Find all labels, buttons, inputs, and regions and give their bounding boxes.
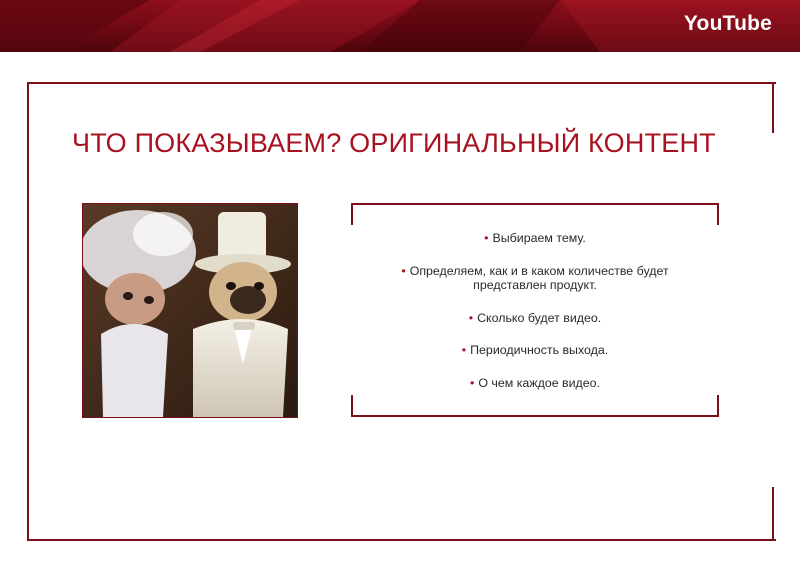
bullet-item: • Выбираем тему. [484,231,586,245]
frame-top-line [27,82,776,84]
bullet-dot-icon: • [484,231,489,245]
panel-top-right-tick [717,203,719,225]
frame-bottom-line [27,539,776,541]
frame-left-line [27,82,29,541]
bullet-dot-icon: • [469,375,475,390]
bullet-item: • Периодичность выхода. [461,343,609,357]
bullet-item: • О чем каждое видео. [469,375,601,390]
panel-bottom-line [351,415,719,417]
brand-logo-text: YouTube [683,12,772,35]
slide-title: ЧТО ПОКАЗЫВАЕМ? ОРИГИНАЛЬНЫЙ КОНТЕНТ [72,128,716,158]
panel-top-left-tick [351,203,353,225]
frame-right-lower-line [772,487,774,541]
wedding-dogs-photo [82,203,298,418]
bullet-item: • Определяем, как и в каком количестве будет представлен продукт. [401,263,669,292]
panel-top-line [351,203,719,205]
bullet-list [351,231,719,408]
bullet-dot-icon: • [401,263,406,278]
frame-right-upper-line [772,82,774,133]
bullet-dot-icon: • [461,343,467,357]
header-banner [0,0,800,52]
bullet-dot-icon: • [468,310,474,325]
bullet-item: • Сколько будет видео. [468,310,602,325]
banner-pattern [0,0,800,52]
bullet-panel [351,203,719,417]
